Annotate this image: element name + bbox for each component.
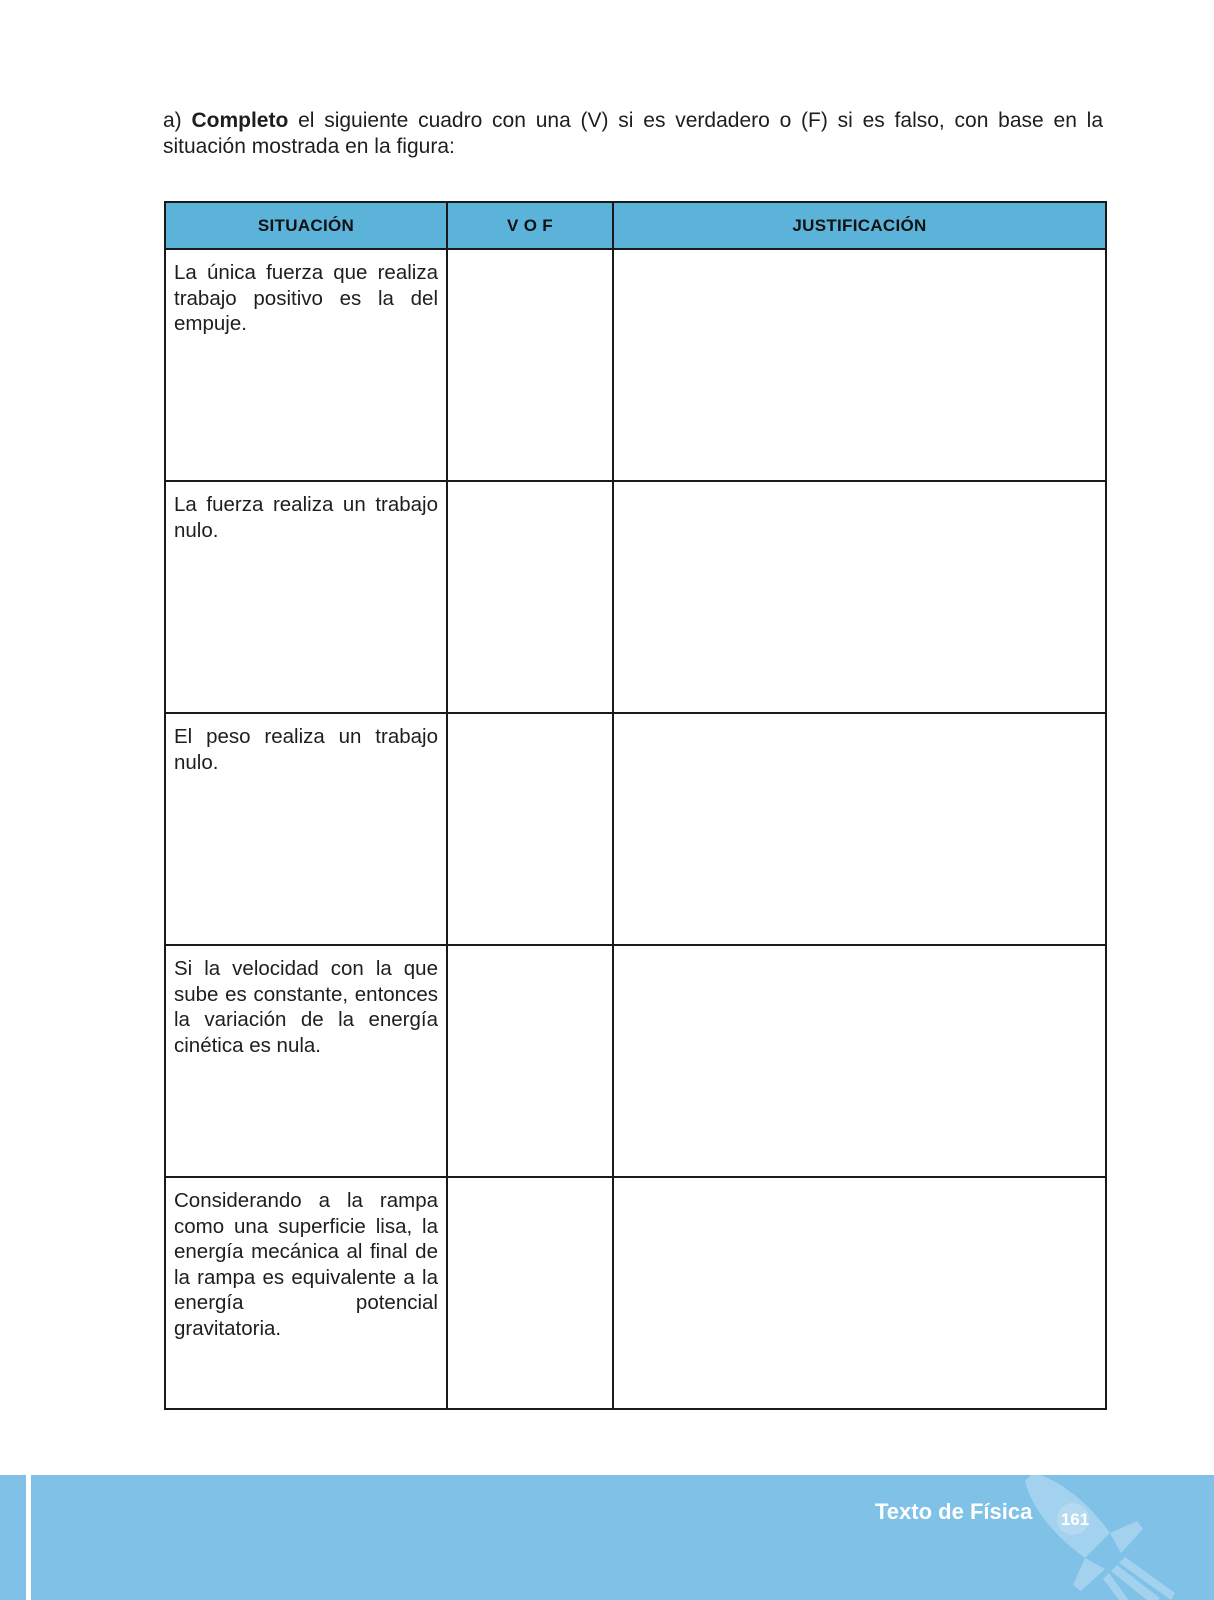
situation-text: El peso realiza un trabajo nulo. <box>174 725 438 774</box>
table-row <box>165 1177 1106 1409</box>
instruction-prefix: a) <box>163 109 192 132</box>
situation-cell <box>165 713 447 945</box>
rocket-icon <box>1025 1473 1175 1600</box>
table-header-row <box>165 202 1106 249</box>
page-number: 161 <box>1060 1510 1090 1529</box>
vof-cell[interactable] <box>447 945 613 1177</box>
worksheet-table <box>164 201 1107 1410</box>
instruction-text <box>163 108 1103 160</box>
vof-cell[interactable] <box>447 249 613 481</box>
situation-text: La fuerza realiza un trabajo nulo. <box>174 493 438 542</box>
situation-cell <box>165 481 447 713</box>
justification-cell[interactable] <box>613 1177 1106 1409</box>
situation-cell <box>165 945 447 1177</box>
table-row <box>165 713 1106 945</box>
header-vof: V O F <box>447 202 613 249</box>
instruction-bold: Completo <box>191 109 289 132</box>
vof-cell[interactable] <box>447 481 613 713</box>
situation-text: Considerando a la rampa como una superficie lisa, la energía mecánica al final de la rampa es equivalente a la energía potencial gravitatoria. <box>174 1189 438 1340</box>
situation-cell <box>165 1177 447 1409</box>
justification-cell[interactable] <box>613 481 1106 713</box>
vof-cell[interactable] <box>447 1177 613 1409</box>
footer-stripe <box>26 1475 31 1600</box>
vof-cell[interactable] <box>447 713 613 945</box>
instruction-rest: el siguiente cuadro con una (V) si es verdadero o (F) si es falso, con base en la situación mostrada en la figura: <box>163 109 1104 158</box>
situation-cell <box>165 249 447 481</box>
header-justificacion: JUSTIFICACIÓN <box>613 202 1106 249</box>
justification-cell[interactable] <box>613 713 1106 945</box>
header-situacion: SITUACIÓN <box>165 202 447 249</box>
book-title: Texto de Física <box>875 1499 1033 1524</box>
situation-text: Si la velocidad con la que sube es constante, entonces la variación de la energía cinética es nula. <box>174 957 438 1057</box>
justification-cell[interactable] <box>613 945 1106 1177</box>
table-row <box>165 249 1106 481</box>
table-row <box>165 945 1106 1177</box>
table-row <box>165 481 1106 713</box>
justification-cell[interactable] <box>613 249 1106 481</box>
page-footer <box>0 1475 1214 1600</box>
situation-text: La única fuerza que realiza trabajo positivo es la del empuje. <box>174 261 438 335</box>
